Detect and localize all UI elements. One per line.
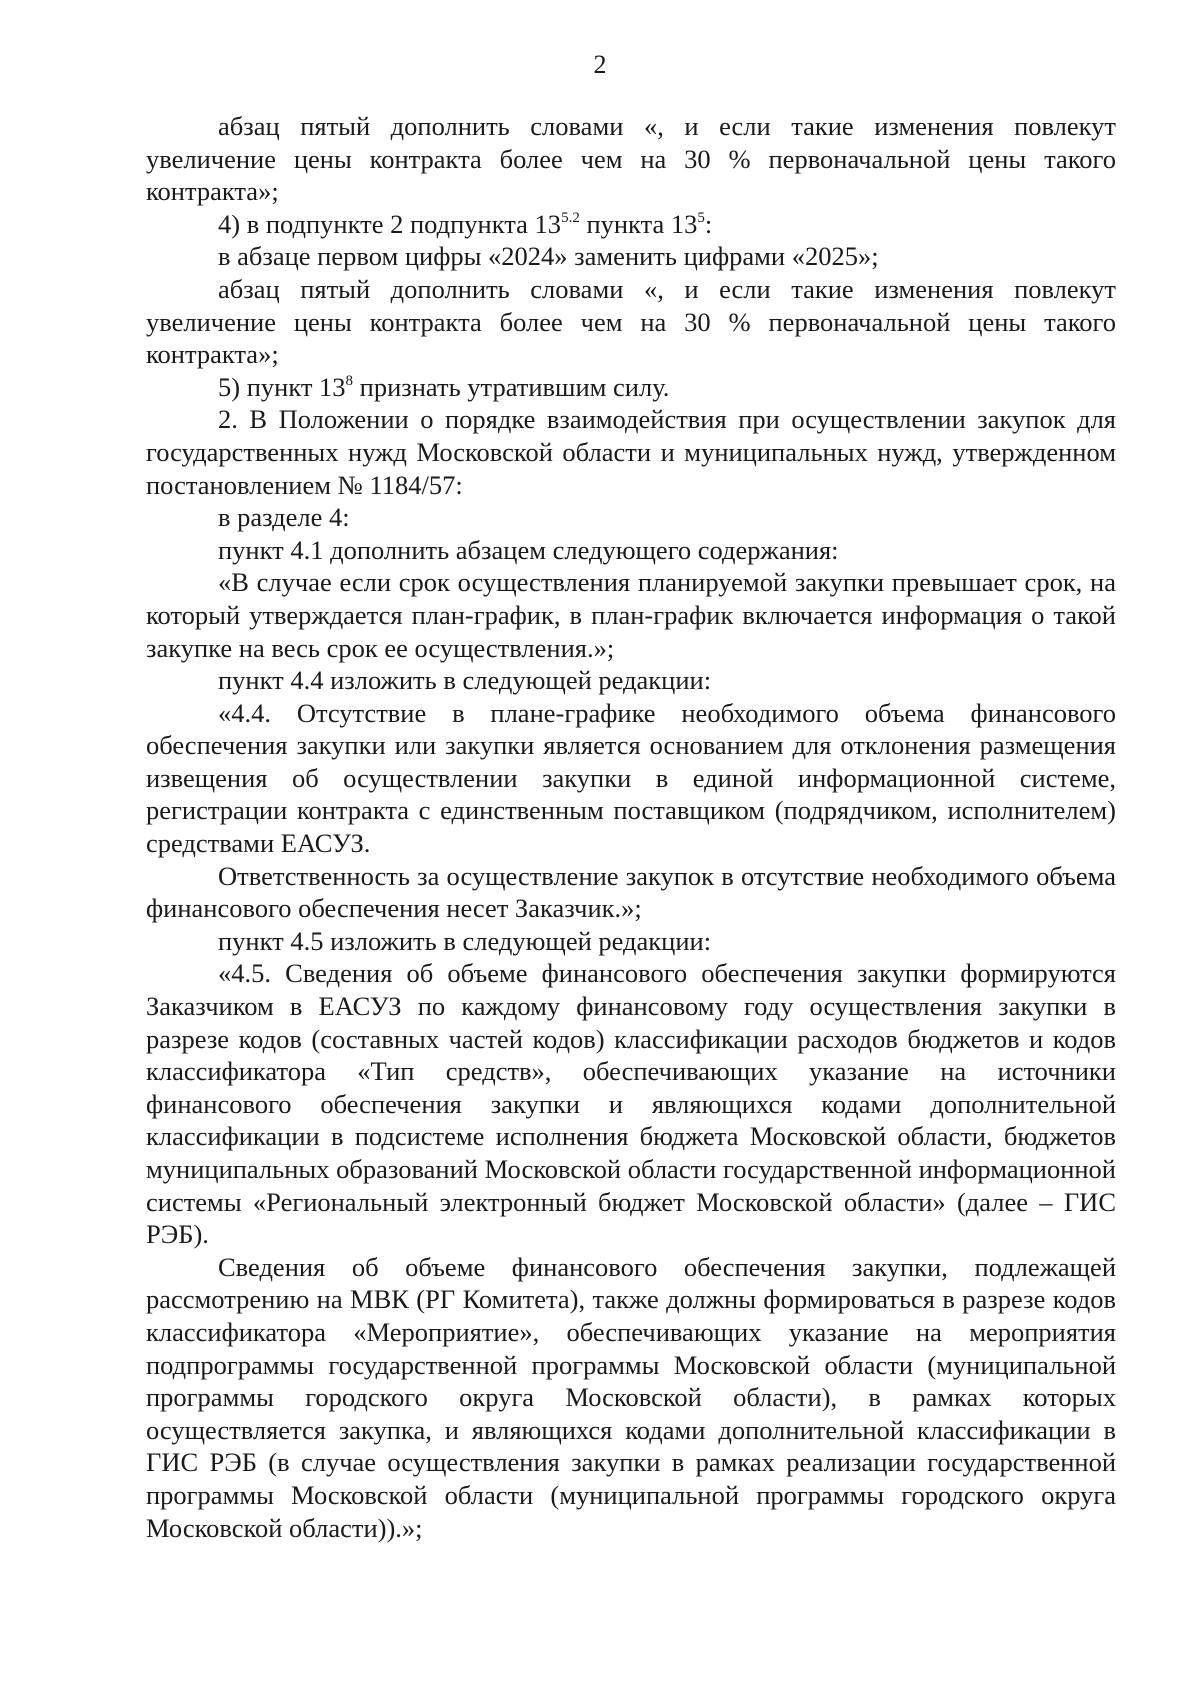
- page-number: 2: [593, 50, 607, 79]
- paragraph: [146, 208, 1116, 241]
- paragraph: абзац пятый дополнить словами «, и если такие изменения повлекут увеличение цены контракта более чем на 30 % первоначальной цены такого контракта»;: [146, 273, 1116, 370]
- paragraph: пункт 4.5 изложить в следующей редакции:: [218, 925, 712, 956]
- paragraph: [146, 371, 1116, 404]
- paragraph: в абзаце первом цифры «2024» заменить цифрами «2025»;: [218, 241, 879, 272]
- paragraph: абзац пятый дополнить словами «, и если такие изменения повлекут увеличение цены контракта более чем на 30 % первоначальной цены такого контракта»;: [146, 111, 1116, 207]
- paragraph: Сведения об объеме финансового обеспечения закупки, подлежащей рассмотрению на МВК (РГ Комитета), также должны формироваться в разрезе кодов классификатора «Мероприятие», обеспечивающих указание на мероприятия подпрограммы государственной программы Московской области (муниципальной программы городского округа Московской области), в рамках которых осуществляется закупка, и являющихся кодами дополнительной классификации в ГИС РЭБ (в случае осуществления закупки в рамках реализации государственной программы Московской области (муниципальной программы городского округа Московской области)).»;: [146, 1251, 1116, 1543]
- paragraph-text: 4) в подпункте 2 подпункта 13: [218, 208, 562, 239]
- paragraph: «4.4. Отсутствие в плане-графике необходимого объема финансового обеспечения закупки или закупки является основанием для отклонения размещения извещения об осуществлении закупки в единой информационной системе, регистрации контракта с единственным поставщиком (подрядчиком, исполнителем) средствами ЕАСУЗ.: [146, 697, 1116, 859]
- paragraph: Ответственность за осуществление закупок в отсутствие необходимого объема финансового обеспечения несет Заказчик.»;: [146, 860, 1116, 924]
- document-body: [146, 110, 1116, 1544]
- paragraph: «4.5. Сведения об объеме финансового обеспечения закупки формируются Заказчиком в ЕАСУЗ по каждому финансовому году осуществления закупки в разрезе кодов (составных частей кодов) классификации расходов бюджетов и кодов классификатора «Тип средств», обеспечивающих указание на источники финансового обеспечения закупки и являющихся кодами дополнительной классификации в подсистеме исполнения бюджета Московской области, бюджетов муниципальных образований Московской области государственной информационной системы «Региональный электронный бюджет Московской области» (далее – ГИС РЭБ).: [146, 958, 1116, 1250]
- paragraph-text: 5) пункт 13: [218, 371, 346, 402]
- paragraph-text: пункта 13: [579, 208, 698, 239]
- paragraph: пункт 4.4 изложить в следующей редакции:: [218, 665, 712, 696]
- paragraph: 2. В Положении о порядке взаимодействия при осуществлении закупок для государственных нужд Московской области и муниципальных нужд, утвержденном постановлением № 1184/57:: [146, 404, 1116, 500]
- superscript: 8: [345, 372, 354, 389]
- paragraph-text: :: [704, 208, 713, 239]
- paragraph: «В случае если срок осуществления планируемой закупки превышает срок, на который утверждается план-график, в план-график включается информация о такой закупке на весь срок ее осуществления.»;: [146, 567, 1116, 663]
- paragraph: в разделе 4:: [218, 502, 350, 533]
- paragraph: пункт 4.1 дополнить абзацем следующего содержания:: [218, 534, 839, 565]
- paragraph-text: признать утратившим силу.: [353, 371, 670, 402]
- superscript: 5.2: [561, 209, 580, 226]
- superscript: 5: [697, 209, 705, 226]
